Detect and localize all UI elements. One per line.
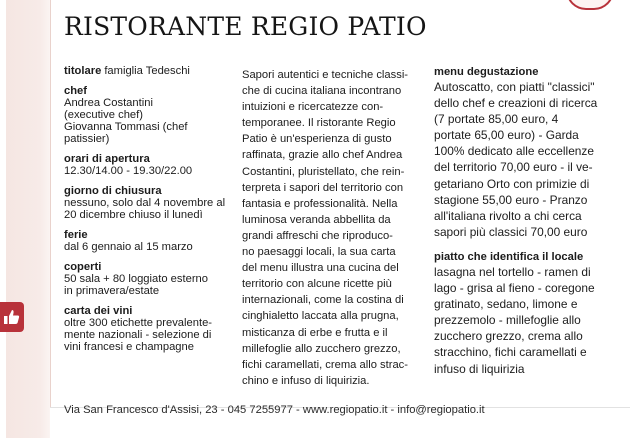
tasting-menu-line: dello chef e creazioni di ricerca — [434, 96, 598, 111]
tasting-menu-line: 100% dedicato alle eccellenze — [434, 144, 594, 159]
description-line: raffinata, grazie allo chef Andrea — [242, 149, 403, 162]
description-line: del menu illustra una cucina del — [242, 262, 399, 275]
signature-dish-line: lasagna nel tortello - ramen di — [434, 264, 591, 279]
contact-footer: Via San Francesco d'Assisi, 23 - 045 7255977 - www.regiopatio.it - info@regiopatio.it — [64, 404, 485, 416]
chef-row — [64, 85, 238, 145]
wine-line: oltre 300 etichette prevalente- — [64, 317, 213, 329]
menu-column — [434, 65, 616, 387]
description-line: grandi affreschi che riproduco- — [242, 229, 393, 242]
tasting-menu-line: Autoscatto, con piatti "classici" — [434, 80, 595, 94]
holidays-value: dal 6 gennaio al 15 marzo — [64, 241, 193, 253]
chef-label: chef — [64, 85, 88, 97]
corner-logo — [566, 0, 614, 10]
closing-line: nessuno, solo dal 4 novembre al — [64, 197, 226, 209]
details-column — [64, 65, 238, 361]
description-line: fichi caramellati, crema allo strac- — [242, 358, 408, 371]
closing-line: 20 dicembre chiuso il lunedì — [64, 209, 203, 221]
chef-line: Giovanna Tommasi (chef — [64, 121, 188, 133]
wine-line: vini francesi e champagne — [64, 341, 194, 353]
closing-row — [64, 185, 238, 221]
description-column — [242, 67, 416, 389]
tasting-menu-label: menu degustazione — [434, 66, 539, 78]
tasting-menu-line: stagione 55,00 euro - Pranzo — [434, 192, 588, 207]
tasting-menu-line: (7 portate 85,00 euro, 4 — [434, 112, 559, 127]
description-line: Sapori autentici e tecniche classi- — [242, 69, 409, 81]
tasting-menu-line: portate 65,00 euro) - Garda — [434, 128, 579, 143]
description-line: misticanza di erbe e frutta e il — [242, 326, 388, 339]
hours-row — [64, 153, 238, 177]
covers-row — [64, 261, 238, 297]
thumbs-up-icon — [3, 308, 21, 326]
description-line: chino e infuso di liquirizia. — [242, 374, 370, 387]
closing-label: giorno di chiusura — [64, 185, 162, 197]
chef-line: (executive chef) — [64, 109, 143, 121]
wine-label: carta dei vini — [64, 305, 133, 317]
covers-line: 50 sala + 80 loggiato esterno — [64, 273, 208, 285]
covers-label: coperti — [64, 261, 102, 273]
chef-line: Andrea Costantini — [64, 97, 153, 109]
description-line: intuizioni e ricercatezze con- — [242, 101, 384, 114]
description-line: che di cucina italiana incontrano — [242, 85, 402, 98]
page-title: RISTORANTE REGIO PATIO — [64, 12, 427, 41]
signature-dish-line: gratinato, sedano, limone e — [434, 297, 578, 312]
description-line: terpreta i sapori del territorio con — [242, 181, 404, 194]
hours-value: 12.30/14.00 - 19.30/22.00 — [64, 165, 193, 177]
tasting-menu-line: all'italiana rivolto a chi cerca — [434, 208, 582, 223]
description-line: internazionali, come la costina di — [242, 294, 404, 307]
signature-dish-block — [434, 250, 616, 377]
description-line: Costantini, pluristellato, che rein- — [242, 165, 405, 178]
signature-dish-line: zucchero grezzo, crema allo — [434, 329, 583, 344]
hours-label: orari di apertura — [64, 153, 150, 165]
wine-row — [64, 305, 238, 353]
description-line: Patio è un'esperienza di gusto — [242, 133, 392, 146]
description-line: fantasia e professionalità. Nella — [242, 197, 398, 210]
signature-dish-line: stracchino, fichi caramellati e — [434, 345, 587, 360]
tasting-menu-block — [434, 65, 616, 240]
left-decorative-strip — [0, 0, 50, 438]
signature-dish-label: piatto che identifica il locale — [434, 250, 584, 263]
owner-row — [64, 65, 238, 77]
description-line: cinghialetto laccata alla prugna, — [242, 310, 399, 323]
owner-value: famiglia Tedeschi — [104, 65, 190, 77]
covers-line: in primavera/estate — [64, 285, 160, 297]
thumbs-up-badge — [0, 302, 24, 332]
tasting-menu-line: del territorio 70,00 euro - il ve- — [434, 160, 593, 175]
description-line: millefoglie allo zucchero grezzo, — [242, 342, 401, 355]
signature-dish-line: infuso di liquirizia — [434, 361, 525, 376]
signature-dish-line: prezzemolo - millefoglie allo — [434, 313, 581, 328]
signature-dish-line: lago - grisa al fieno - coregone — [434, 281, 595, 296]
owner-label: titolare — [64, 65, 102, 77]
strip-divider — [50, 0, 51, 408]
description-line: luminosa veranda abbellita da — [242, 213, 391, 226]
holidays-row — [64, 229, 238, 253]
tasting-menu-line: sapori più classici 70,00 euro — [434, 224, 588, 239]
wine-line: mente nazionali - selezione di — [64, 329, 212, 341]
chef-line: patissier) — [64, 133, 110, 145]
description-line: temporanee. Il ristorante Regio — [242, 117, 396, 130]
holidays-label: ferie — [64, 229, 88, 241]
description-line: no paesaggi locali, la sua carta — [242, 246, 396, 259]
description-line: territorio con alcune ricette più — [242, 278, 392, 291]
tasting-menu-line: getariano Orto con primizie di — [434, 176, 590, 191]
